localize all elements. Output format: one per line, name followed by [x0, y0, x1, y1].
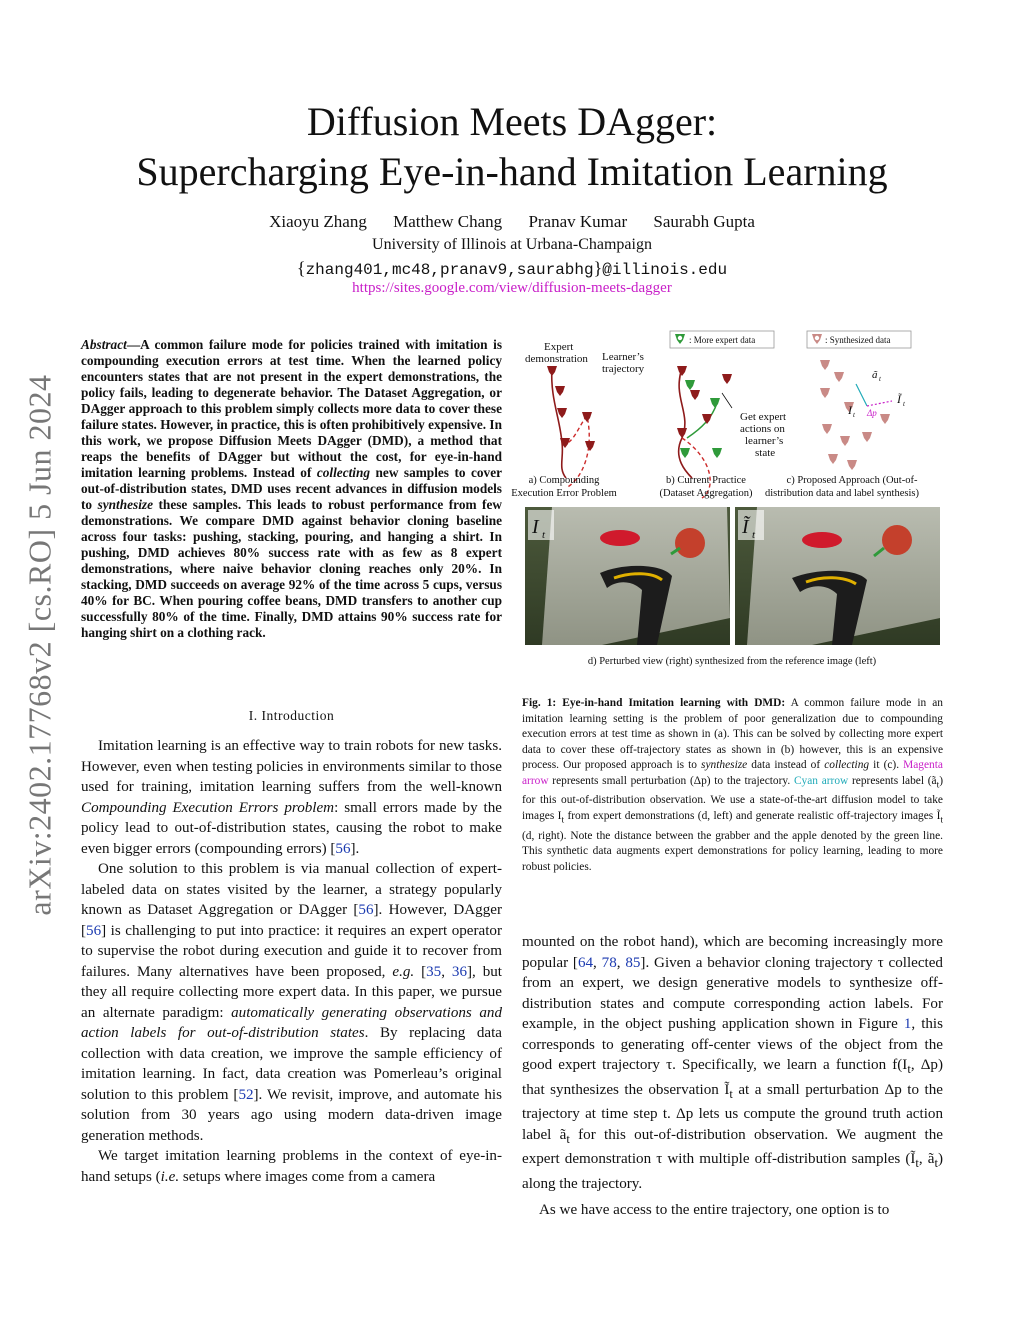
legend-expert-text: : More expert data	[689, 335, 756, 345]
email-brace-close: }	[593, 258, 603, 278]
citation-link[interactable]: 52	[238, 1086, 254, 1103]
subscript: t	[566, 1131, 570, 1146]
abstract-em-synthesize: synthesize	[97, 497, 153, 512]
citation-link[interactable]: 64	[577, 954, 594, 971]
photo-left-label-sub: t	[542, 529, 546, 541]
author-1: Xiaoyu Zhang	[269, 212, 367, 231]
emphasis: automatically generating observations and action labels for out-of-distribution states	[81, 1004, 502, 1041]
text-run: . By replacing data collection with data creation, we improve the sample efficiency of imitation learning. In fact, data creation was Pomerleau’s original solution to this problem [	[81, 1025, 503, 1103]
arxiv-identifier-text: arXiv:2402.17768v2 [cs.RO] 5 Jun 2024	[21, 374, 58, 916]
introduction-left-column	[81, 736, 502, 1187]
author-2: Matthew Chang	[393, 212, 503, 231]
text-run: for this out-of-distribution observation. We augment the expert demonstration τ with multiple off-distribution samples (Ĩ	[522, 1126, 943, 1168]
caption-label: Fig. 1: Eye-in-hand Imitation learning with DMD:	[522, 697, 786, 709]
text-run: [	[414, 963, 427, 980]
text-run: ]. We revisit, improve, and automate his solution from 30 years ago using modern data-driven image generation methods.	[81, 1086, 502, 1144]
email-domain: @illinois.edu	[602, 261, 728, 279]
emphasis: Compounding Execution Errors problem	[81, 799, 335, 816]
figure-1	[511, 328, 943, 680]
extra-expert-markers-b	[680, 380, 722, 458]
label-expert-2: demonstration	[525, 353, 588, 365]
text-run: it (c).	[869, 759, 904, 771]
abstract-text-1: —A common failure mode for policies trained with imitation is compounding execution errors at test time. When the learned policy encounters states that are not present in the expert demonstrations, the policy fails, leading to degenerate behavior. The Dataset Aggregation, or DAgger approach to this problem simply collects more data to cover these failure states. However, in practice, this is often prohibitively expensive. In this work, we propose Diffusion Meets DAgger (DMD), a method that reaps the benefits of DAgger but without the cost, for eye-in-hand imitation learning problems. Instead of	[81, 337, 502, 480]
text-run: ]. Given a behavior cloning trajectory τ collected from an expert, we design generative models to synthesize off-distribution states and compute corresponding action labels. For example, in the object pushing application shown in Figure	[522, 954, 943, 1032]
text-run: ) for this out-of-distribution observation. We use a state-of-the-art diffusion model to take images I	[522, 774, 943, 822]
text-run: ,	[593, 954, 602, 971]
magenta-arrow-text: Magenta arrow	[522, 759, 943, 787]
intro-paragraph-2	[81, 859, 502, 1146]
expert-trajectory-a	[552, 368, 566, 478]
photo-left	[525, 507, 730, 645]
label-get-2: actions on	[740, 423, 785, 435]
label-get-1: Get expert	[740, 411, 787, 423]
label-get-3: learner’s	[745, 435, 784, 447]
label-learner-2: trajectory	[602, 363, 645, 375]
figure-1-caption	[522, 696, 943, 875]
right-paragraph-2: As we have access to the entire trajectory, one option is to	[539, 1202, 890, 1219]
citation-link[interactable]: 56	[335, 840, 351, 857]
title-line-1: Diffusion Meets DAgger:	[306, 99, 718, 144]
introduction-right-column	[522, 932, 943, 1221]
text-run: ,	[441, 963, 452, 980]
sym-I: I	[848, 403, 852, 417]
legend-synth-text: : Synthesized data	[825, 335, 891, 345]
project-website-link[interactable]: https://sites.google.com/view/diffusion-meets-dagger	[352, 280, 672, 296]
email-addresses	[80, 258, 944, 279]
citation-link[interactable]: 35	[426, 963, 442, 980]
text-run: represents small perturbation (Δp) to the trajectory.	[548, 774, 794, 787]
email-brace-open: {	[296, 258, 306, 278]
sym-delta-p: Δp	[867, 408, 877, 418]
abstract-lead: Abstract	[81, 337, 127, 352]
text-run: (d, right). Note the distance between the grabber and the apple denoted by the green line. This synthetic data augments expert demonstrations for policy learning, leading to more robust policies.	[522, 829, 943, 873]
author-3: Pranav Kumar	[528, 212, 628, 231]
text-run: data instead of	[747, 759, 825, 771]
paper-title	[80, 97, 944, 197]
subscript: t	[936, 779, 940, 790]
title-line-2: Supercharging Eye-in-hand Imitation Learning	[136, 149, 888, 194]
annotation-arrow-b	[722, 393, 732, 408]
email-names: zhang401,mc48,pranav9,saurabhg	[305, 261, 594, 279]
text-run: ) along the trajectory.	[522, 1151, 943, 1192]
text-run: ] is challenging to put into practice: it requires an expert operator to supervise the robot during execution and guide it to recover from failures. Many alternatives have been proposed,	[81, 922, 502, 980]
emphasis: i.e.	[160, 1168, 180, 1185]
text-run: We target imitation learning problems in the context of eye-in-hand setups (	[81, 1148, 502, 1185]
text-run: , this corresponds to generating off-center views of the object from the good expert trajectory τ. Specifically, we learn a function f(I	[522, 1016, 944, 1073]
apple	[675, 528, 705, 558]
label-learner-1: Learner’s	[602, 351, 644, 363]
text-run: setups where images come from a camera	[179, 1168, 436, 1185]
affiliation: University of Illinois at Urbana-Champaign	[372, 236, 652, 253]
author-4: Saurabh Gupta	[653, 212, 755, 231]
citation-link[interactable]: 78	[601, 954, 617, 971]
abstract-text-3: these samples. This leads to robust performance from few demonstrations. We compare DMD against behavior cloning baseline across four tasks: pushing, stacking, pouring, and hanging a shirt. In pushing, DMD achieves 80% success rate with as few as 8 expert demonstrations, where naive behavior cloning reaches only 20%. In stacking, DMD succeeds on average 92% of the time across 5 cups, versus 40% for BC. When pouring coffee beans, DMD transfers to another cup successfully 80% of the time. Finally, DMD attains 90% success rate for hanging shirt on a clothing rack.	[81, 497, 502, 640]
text-run: mounted on the robot hand), which are becoming increasingly more popular [	[522, 934, 943, 971]
label-get-4: state	[755, 447, 776, 459]
abstract-text-2: new samples to cover out-of-distribution states, DMD uses recent advances in diffusion models to	[81, 465, 503, 512]
subscript: t	[561, 815, 565, 826]
correction-trajectory-b	[687, 403, 717, 438]
text-run: from expert demonstrations (d, left) and generate realistic off-trajectory images Ĩ	[564, 809, 941, 822]
red-target-disc	[600, 530, 640, 546]
section-heading-introduction: I. Introduction	[248, 708, 335, 723]
emphasis: synthesize	[701, 759, 748, 771]
sym-a-sub: t	[879, 375, 881, 383]
sym-I-sub: t	[853, 411, 855, 419]
text-run: , Δp) that synthesizes the observation Ĩ	[522, 1057, 943, 1098]
photo-left-label: I	[532, 516, 539, 538]
expert-markers-a	[547, 366, 595, 451]
cap-b-1: b) Current Practice	[666, 475, 746, 486]
label-expert-1: Expert	[544, 341, 574, 353]
arxiv-identifier	[10, 360, 70, 930]
text-run: One solution to this problem is via manual collection of expert-labeled data on states visited by the learner, a strategy popularly known as Dataset Aggregation or DAgger [	[81, 861, 502, 918]
abstract-em-collecting: collecting	[316, 465, 371, 480]
emphasis: collecting	[824, 759, 870, 771]
text-run: , ã	[918, 1151, 935, 1168]
subscript: t	[940, 815, 944, 826]
text-run: ,	[616, 954, 626, 971]
text-run: A common failure mode in an imitation learning setting is the problem of poor generalization due to compounding execution errors at test time as shown in (a). This can be solved by collecting more expert data to cover these off-trajectory states as shown in (b) however, this is an expensive process. Our proposed approach is to	[522, 697, 944, 771]
sym-I-tilde: Ĩ	[897, 392, 901, 406]
subscript: t	[907, 1062, 911, 1077]
cap-c-2: distribution data and label synthesis)	[765, 488, 919, 499]
photo-right-label: Ĩ	[742, 516, 749, 538]
text-run: Imitation learning is an effective way to train robots for new tasks. However, even when testing policies in environments similar to those used for training, imitation learning suffers from the well-known	[81, 738, 502, 795]
text-run: represents label (ã	[848, 774, 937, 787]
right-paragraph-1	[522, 932, 943, 1194]
abstract	[81, 337, 502, 641]
text-run: ], but they all require collecting more expert data. In this paper, we pursue an alternate paradigm:	[81, 963, 502, 1021]
intro-paragraph-1	[81, 736, 502, 859]
citation-link[interactable]: 85	[625, 954, 641, 971]
text-run: at a small perturbation Δp to the trajectory at time step t. Δp lets us compute the ground truth action label ã	[522, 1081, 943, 1143]
subscript: t	[934, 1156, 938, 1171]
citation-link[interactable]: 36	[451, 963, 467, 980]
citation-link[interactable]: 56	[86, 922, 102, 939]
magenta-perturb-arrow	[867, 401, 892, 406]
figure-1-svg	[511, 328, 943, 680]
cap-b-2: (Dataset Aggregation)	[659, 488, 753, 499]
cyan-label-arrow	[856, 384, 867, 406]
text-run: ].	[350, 840, 360, 857]
citation-link[interactable]: 56	[358, 902, 374, 918]
cyan-arrow-text: Cyan arrow	[793, 774, 849, 787]
subscript: t	[729, 1086, 733, 1101]
cap-d: d) Perturbed view (right) synthesized from the reference image (left)	[587, 656, 877, 667]
emphasis: e.g.	[392, 963, 415, 980]
text-run: : small errors made by the policy lead to out-of-distribution states, causing the robot to make even bigger errors (compounding errors) [	[81, 799, 502, 857]
photo-right	[735, 507, 940, 645]
subscript: t	[915, 1156, 919, 1171]
cap-a-1: a) Compounding	[528, 475, 600, 486]
sym-a-tilde: ã	[872, 369, 878, 381]
cap-a-2: Execution Error Problem	[511, 488, 617, 499]
intro-paragraph-3	[81, 1146, 502, 1187]
cap-c-1: c) Proposed Approach (Out-of-	[786, 475, 918, 486]
figure-link[interactable]: 1	[903, 1016, 912, 1032]
sym-I-tilde-sub: t	[903, 400, 905, 408]
author-list	[80, 212, 944, 232]
text-run: ]. However, DAgger [	[81, 902, 502, 939]
photo-right-label-sub: t	[752, 529, 756, 541]
